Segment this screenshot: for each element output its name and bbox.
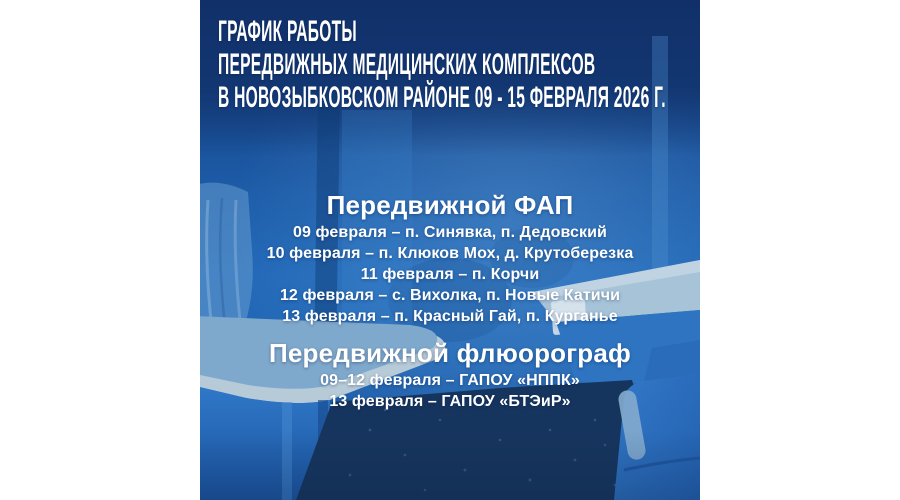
title-line-3: В НОВОЗЫБКОВСКОМ РАЙОНЕ 09 - 15 ФЕВРАЛЯ 2026 Г. [218,81,666,114]
schedule-entry: 10 февраля – п. Клюков Мох, д. Крутоберезка [266,245,634,262]
bottom-vignette [200,430,700,500]
schedule-entry: 09–12 февраля – ГАПОУ «НППК» [320,372,580,389]
schedule-entry: 13 февраля – п. Красный Гай, п. Курганье [282,308,618,325]
schedule-entry: 11 февраля – п. Корчи [360,266,540,283]
schedule-entry: 13 февраля – ГАПОУ «БТЭиР» [329,393,571,410]
poster-title [218,15,700,114]
section-mobile-fluorograph [200,339,700,412]
title-line-1: ГРАФИК РАБОТЫ [218,15,357,48]
schedule-entry: 09 февраля – п. Синявка, п. Дедовский [293,224,607,241]
schedule-poster [200,0,700,500]
title-line-2: ПЕРЕДВИЖНЫХ МЕДИЦИНСКИХ КОМПЛЕКСОВ [218,48,596,81]
section-heading: Передвижной ФАП [326,190,574,220]
schedule-content [200,191,700,412]
section-mobile-fap [200,191,700,327]
schedule-entry: 12 февраля – с. Вихолка, п. Новые Катичи [279,287,621,304]
section-heading: Передвижной флюорограф [269,338,631,368]
